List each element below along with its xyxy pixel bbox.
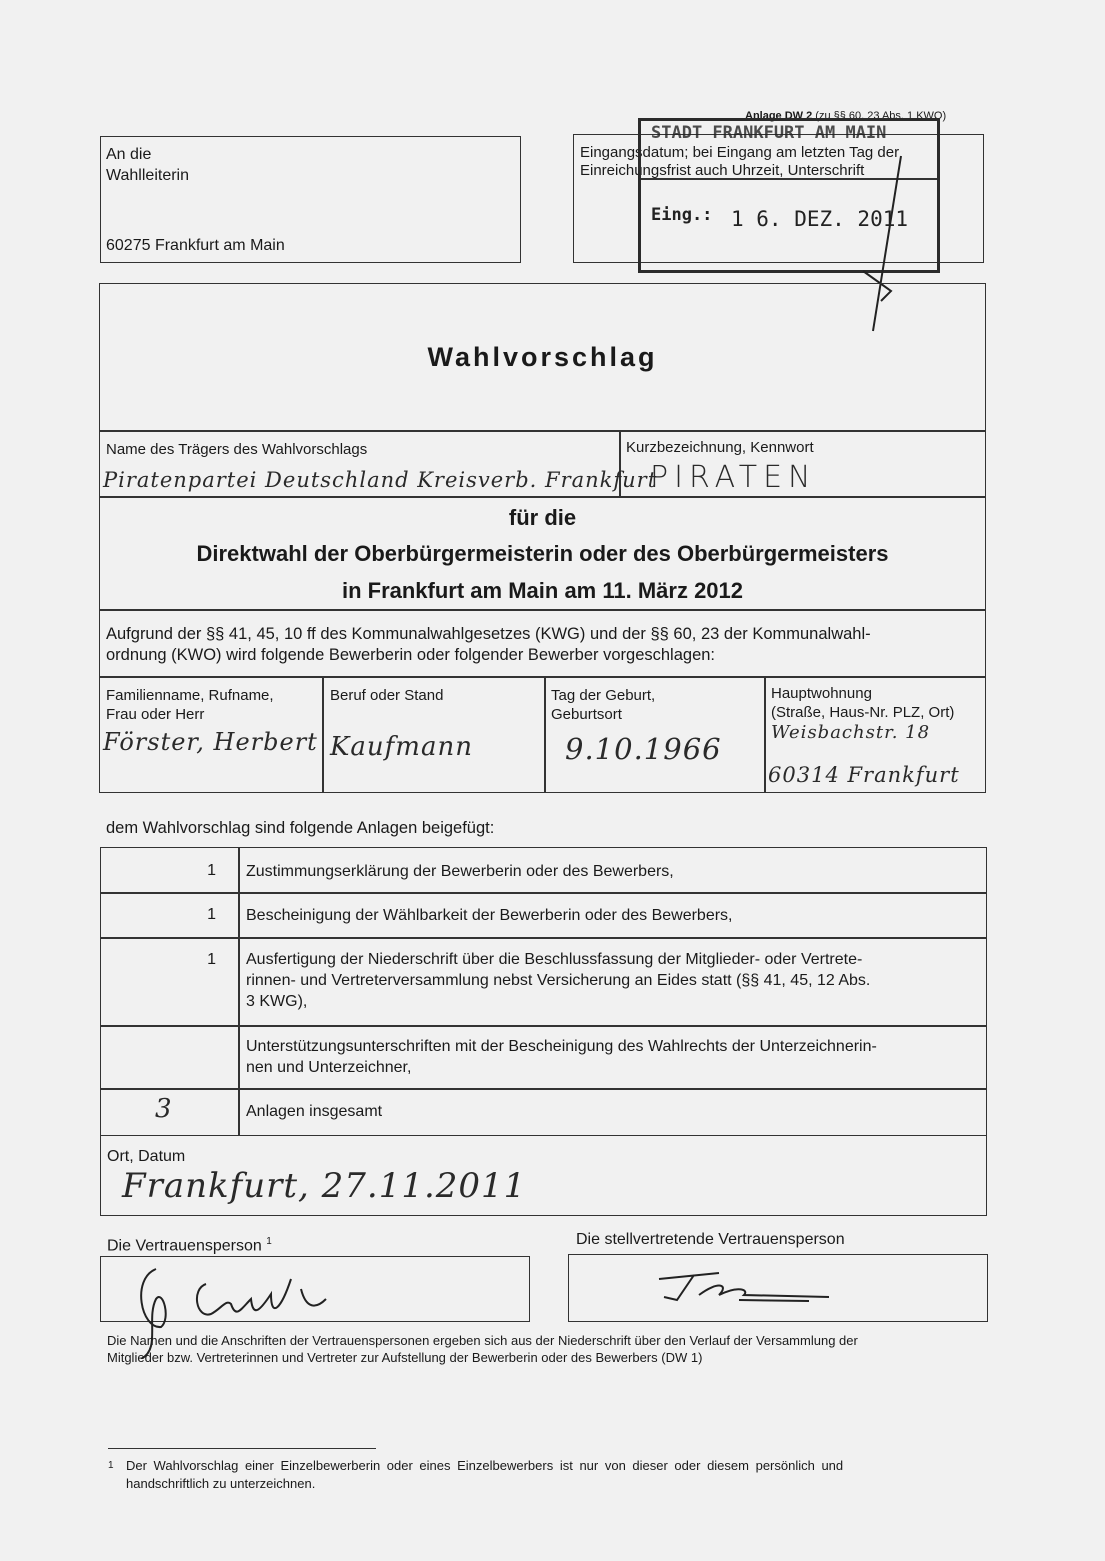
election-title: Direktwahl der Oberbürgermeisterin oder des Oberbürgermeisters <box>196 541 889 566</box>
footnote-mark: 1 <box>108 1460 114 1471</box>
legal-basis-line1: Aufgrund der §§ 41, 45, 10 ff des Kommunalwahlgesetzes (KWG) und der §§ 60, 23 der Kommunalwahl- <box>106 625 871 643</box>
signature-left-label-text: Die Vertrauensperson <box>107 1237 262 1255</box>
receipt-stamp <box>638 118 940 273</box>
legal-basis-line2: ordnung (KWO) wird folgende Bewerberin oder folgender Bewerber vorgeschlagen: <box>106 646 716 664</box>
stamp-authority: STADT FRANKFURT AM MAIN <box>651 123 887 143</box>
short-name-label: Kurzbezeichnung, Kennwort <box>626 439 814 456</box>
candidate-birthdate: 9.10.1966 <box>565 732 722 766</box>
attachment-text: nen und Unterzeichner, <box>246 1059 412 1076</box>
footnote-ref: 1 <box>266 1236 272 1247</box>
name-label: Familienname, Rufname, <box>106 687 274 704</box>
attachment-text: Unterstützungsunterschriften mit der Bescheinigung des Wahlrechts der Unterzeichnerin- <box>246 1038 877 1055</box>
note-line1: Die Namen und die Anschriften der Vertrauenspersonen ergeben sich aus der Niederschrift über den Verlauf der Versammlung der <box>107 1333 858 1348</box>
form-title: Wahlvorschlag <box>427 342 658 372</box>
election-for-line: für die <box>508 505 577 530</box>
attachments-table <box>100 847 987 1136</box>
stamp-date: 1 6. DEZ. 2011 <box>731 207 909 231</box>
stamp-label: Eing.: <box>651 205 713 225</box>
attachment-count: 1 <box>207 906 216 923</box>
residence-format-label: (Straße, Haus-Nr. PLZ, Ort) <box>771 704 955 721</box>
receipt-line2: Einreichungsfrist auch Uhrzeit, Unterschrift <box>580 162 865 179</box>
signature-right-box <box>568 1254 988 1322</box>
attachment-text: 3 KWG), <box>246 993 308 1010</box>
attachment-text: Zustimmungserklärung der Bewerberin oder des Bewerbers, <box>246 863 674 880</box>
attachments-intro: dem Wahlvorschlag sind folgende Anlagen beigefügt: <box>106 819 495 837</box>
sponsor-value: Piratenpartei Deutschland Kreisverb. Frankfurt <box>103 468 658 492</box>
attachment-text: rinnen- und Vertreterversammlung nebst Versicherung an Eides statt (§§ 41, 45, 12 Abs. <box>246 972 871 989</box>
attachment-count: 1 <box>207 951 216 968</box>
note-line2: Mitglieder bzw. Vertreterinnen und Vertreter zur Aufstellung der Bewerberin oder des Bewerbers (DW 1) <box>107 1350 703 1365</box>
recipient-line1: An die <box>106 146 152 163</box>
recipient-address: 60275 Frankfurt am Main <box>106 237 285 254</box>
attachments-total-count: 3 <box>155 1094 173 1124</box>
footnote-line2: handschriftlich zu unterzeichnen. <box>126 1476 316 1491</box>
signature-right-label: Die stellvertretende Vertrauensperson <box>576 1231 845 1248</box>
sponsor-label: Name des Trägers des Wahlvorschlags <box>106 441 368 458</box>
title-label: Frau oder Herr <box>106 706 205 723</box>
annex-ref-bold: Anlage DW 2 <box>745 110 813 122</box>
election-date-line: in Frankfurt am Main am 11. März 2012 <box>341 578 744 603</box>
candidate-job: Kaufmann <box>330 732 473 762</box>
place-date-label: Ort, Datum <box>107 1148 186 1165</box>
signature-right <box>569 1255 989 1323</box>
attachments-total-label: Anlagen insgesamt <box>246 1103 383 1120</box>
recipient-line2: Wahlleiterin <box>106 167 189 184</box>
receipt-line1: Eingangsdatum; bei Eingang am letzten Tag der <box>580 144 900 161</box>
job-label: Beruf oder Stand <box>330 687 444 704</box>
attachment-count: 1 <box>207 862 216 879</box>
candidate-city: 60314 Frankfurt <box>768 763 960 787</box>
place-date-value: Frankfurt, 27.11.2011 <box>122 1166 527 1206</box>
short-name-value: PIRATEN <box>650 460 817 495</box>
candidate-name: Förster, Herbert <box>103 728 318 756</box>
footnote-line1: Der Wahlvorschlag einer Einzelbewerberin oder eines Einzelbewerbers ist nur von dieser oder diesem persönlich und <box>126 1458 844 1473</box>
birth-label: Tag der Geburt, <box>551 687 656 704</box>
candidate-street: Weisbachstr. 18 <box>771 722 931 743</box>
annex-ref: (zu §§ 60, 23 Abs. 1 KWO) <box>815 110 947 122</box>
attachment-text: Ausfertigung der Niederschrift über die Beschlussfassung der Mitglieder- oder Vertrete- <box>246 951 863 968</box>
signature-left-box <box>100 1256 530 1322</box>
footnote-divider <box>108 1448 376 1449</box>
birthplace-label: Geburtsort <box>551 706 622 723</box>
attachment-text: Bescheinigung der Wählbarkeit der Bewerberin oder des Bewerbers, <box>246 907 733 924</box>
residence-label: Hauptwohnung <box>771 685 872 702</box>
recipient-box <box>100 136 521 263</box>
